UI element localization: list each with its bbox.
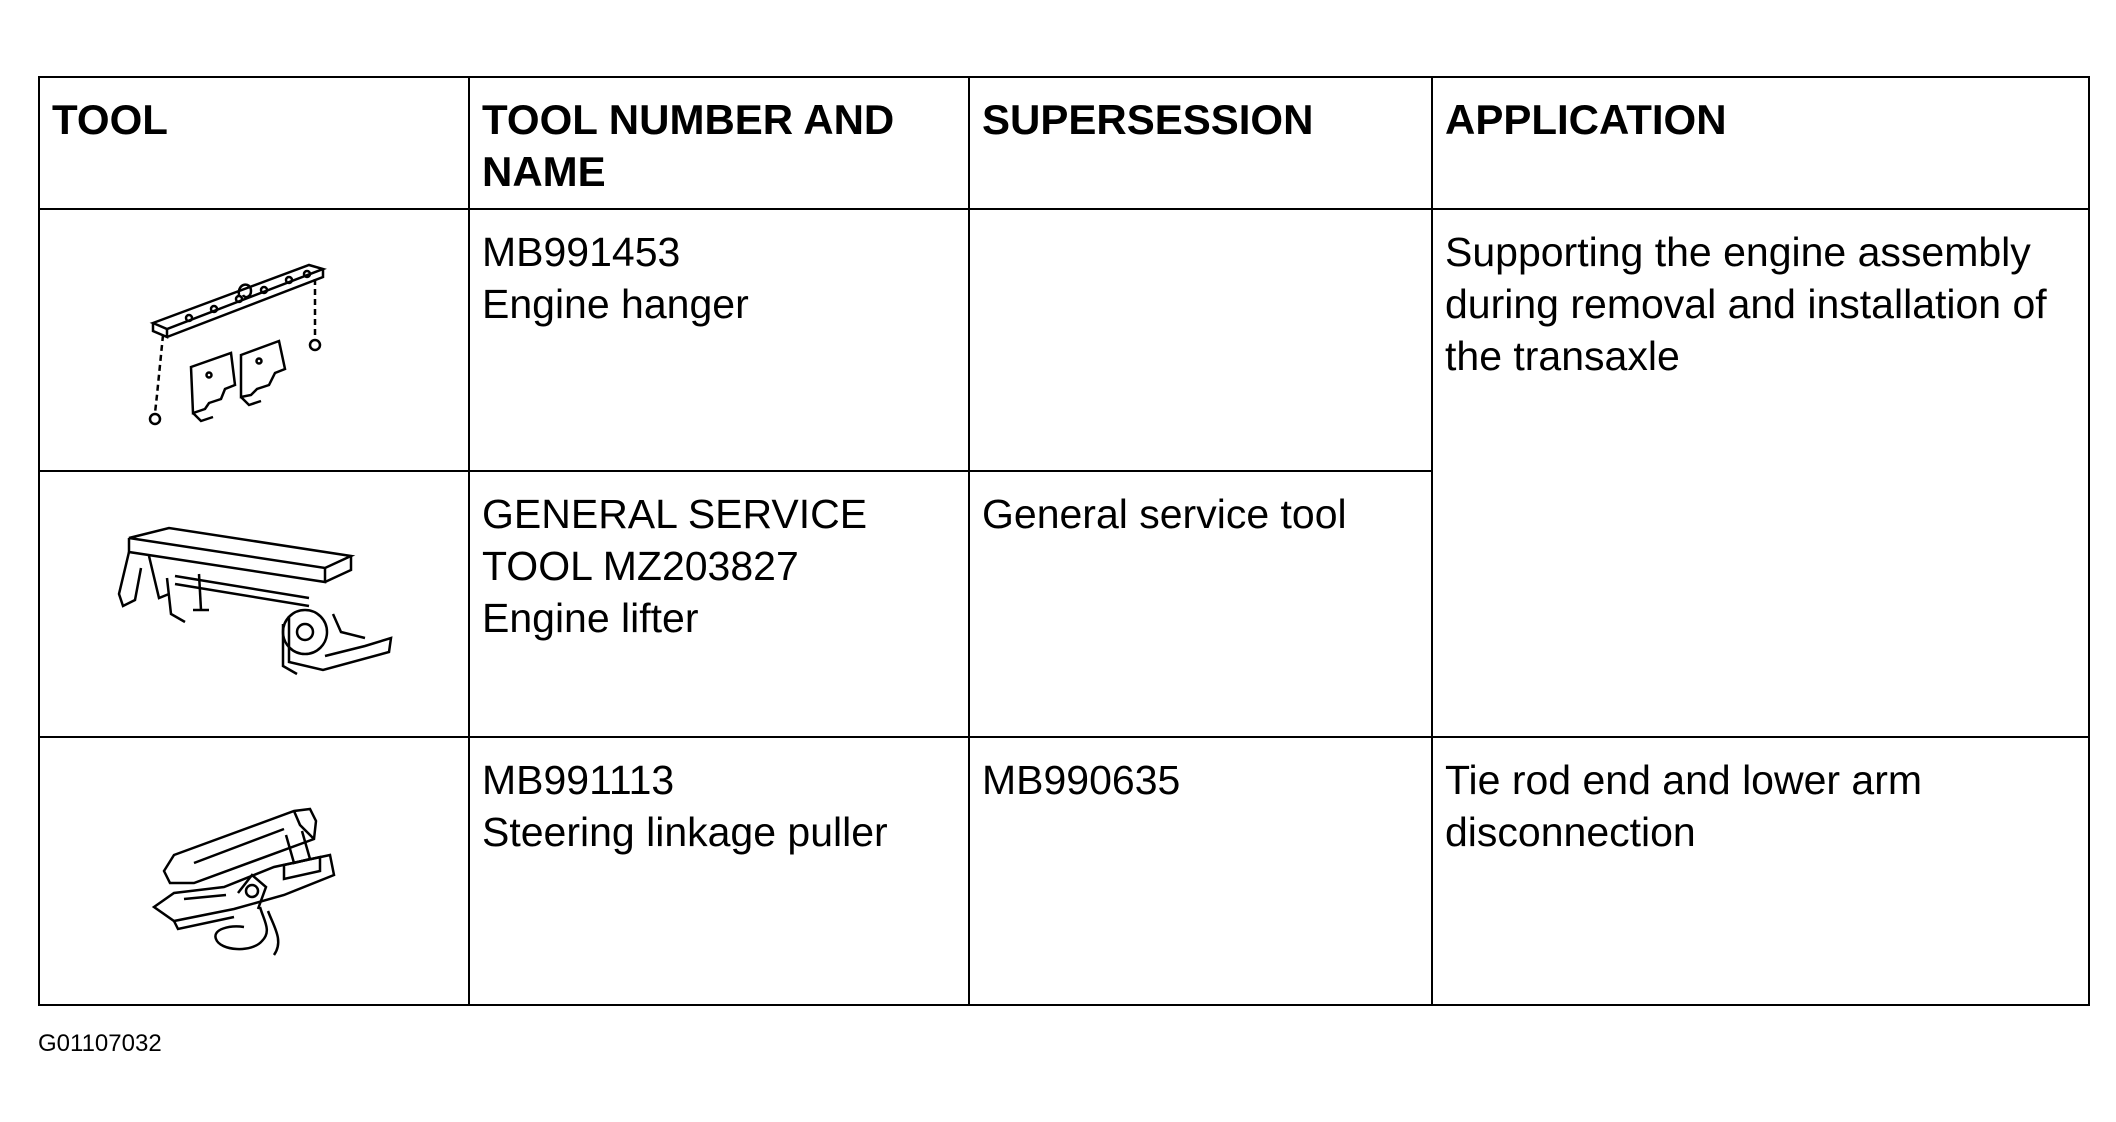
application-line: Tie rod end and lower arm xyxy=(1445,757,1923,803)
application-cell xyxy=(1432,209,2089,737)
application-cell xyxy=(1432,737,2089,1005)
supersession-cell: General service tool xyxy=(969,471,1432,737)
tool-name: Steering linkage puller xyxy=(482,809,888,855)
engine-lifter-icon xyxy=(89,514,419,694)
supersession-cell: MB990635 xyxy=(969,737,1432,1005)
tool-name: Engine lifter xyxy=(482,595,699,641)
tool-number-cell xyxy=(469,737,969,1005)
header-application: APPLICATION xyxy=(1432,77,2089,209)
special-tools-table xyxy=(38,76,2090,1006)
tool-number-cell xyxy=(469,209,969,471)
tool-image-cell xyxy=(39,737,469,1005)
header-tool-number xyxy=(469,77,969,209)
application-line: the transaxle xyxy=(1445,333,1680,379)
figure-code: G01107032 xyxy=(38,1030,162,1057)
header-tool-number-line1: TOOL NUMBER AND xyxy=(482,96,895,143)
engine-hanger-icon xyxy=(139,235,369,445)
tool-image-cell xyxy=(39,209,469,471)
header-tool-number-line2: NAME xyxy=(482,148,606,195)
header-row xyxy=(39,77,2089,209)
steering-linkage-puller-icon xyxy=(134,771,374,971)
tool-name: Engine hanger xyxy=(482,281,749,327)
application-line: disconnection xyxy=(1445,809,1696,855)
header-tool: TOOL xyxy=(39,77,469,209)
tool-number: TOOL MZ203827 xyxy=(482,543,799,589)
application-line: during removal and installation of xyxy=(1445,281,2047,327)
header-supersession: SUPERSESSION xyxy=(969,77,1432,209)
tool-number: MB991113 xyxy=(482,757,675,803)
tool-number-cell xyxy=(469,471,969,737)
table-row xyxy=(39,737,2089,1005)
tool-image-cell xyxy=(39,471,469,737)
application-line: Supporting the engine assembly xyxy=(1445,229,2031,275)
supersession-cell xyxy=(969,209,1432,471)
table-row xyxy=(39,209,2089,471)
tool-number: MB991453 xyxy=(482,229,681,275)
tool-number: GENERAL SERVICE xyxy=(482,491,868,537)
